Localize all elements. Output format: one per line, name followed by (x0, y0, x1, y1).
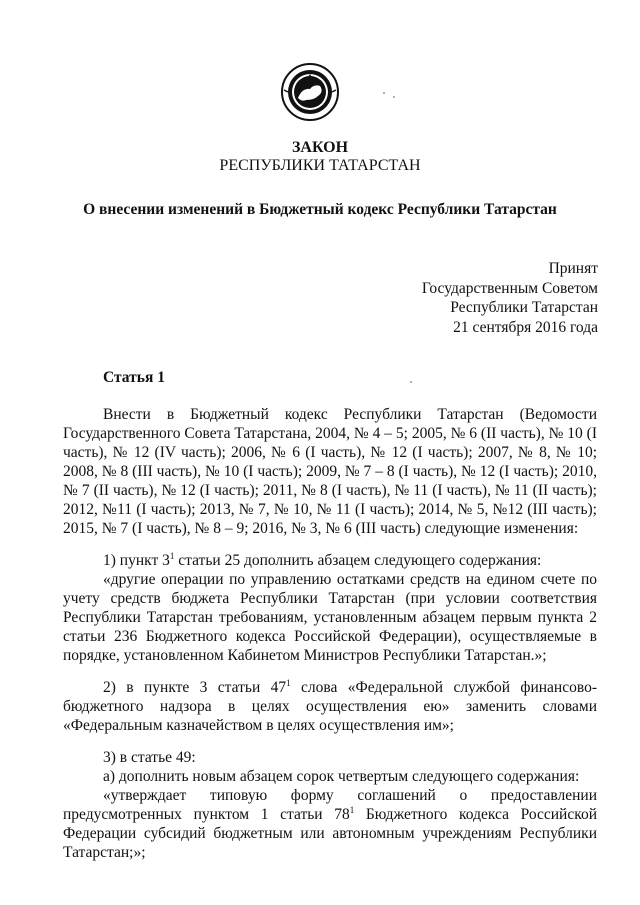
scan-speck (410, 381, 412, 383)
adopted-line: Государственным Советом (421, 279, 598, 297)
item-1-heading (63, 551, 597, 570)
item-2-sup: 1 (286, 678, 291, 688)
republic-heading: РЕСПУБЛИКИ ТАТАРСТАН (219, 157, 421, 174)
item-3-sub-a: а) дополнить новым абзацем сорок четвертым следующего содержания: (103, 768, 580, 785)
item-1-prefix: 1) пункт 3 (103, 552, 170, 569)
adopted-line: Республики Татарстан (450, 299, 598, 316)
intro-first-line: Внести в Бюджетный кодекс Республики Татарстан (Ведомости (103, 406, 597, 423)
item-3-quote-prefix: «утверждает типовую форму соглашений о предоставлении предусмотренных пунктом 1 статьи 78 (63, 787, 597, 823)
law-subject: О внесении изменений в Бюджетный кодекс Республики Татарстан (83, 201, 557, 218)
tatarstan-emblem-icon (280, 62, 340, 122)
item-3-quote (63, 786, 597, 862)
item-2-text (63, 678, 597, 735)
item-3-heading: 3) в статье 49: (103, 749, 196, 766)
intro-text: Государственного Совета Татарстана, 2004, № 4 – 5; 2005, № 6 (II часть), № 10 (I часть), № 12 (IV часть); 2006, № 6 (I часть), № 12 (I часть); 2007, № 8, № 10; 2008, № 8 (III часть), № 10 (I часть); 2009, № 7 – 8 (I часть), № 12 (I часть); 2010, № 7 (II часть), № 12 (I часть); 2011, № 8 (I часть), № 11 (I часть), № 11 (II часть); 2012, №11 (I часть); 2013, № 7, № 10, № 11 (I часть); 2014, № 5, №12 (III часть); 2015, № 7 (I часть), № 8 – 9; 2016, № 3, № 6 (III часть) следующие изменения: (63, 425, 597, 537)
adoption-block (422, 259, 598, 337)
item-3-quote-sup: 1 (349, 805, 355, 815)
adopted-line: Принят (548, 260, 598, 277)
item-1-sup: 1 (169, 551, 175, 561)
scan-speck (393, 96, 395, 98)
item-2-suffix: слова «Федеральной службой финансово-бюджетного надзора в целях осуществления ею» заменить словами «Федеральным казначейством в целях осуществления им»; (63, 679, 597, 734)
item-1-quote: «другие операции по управлению остатками средств на едином счете по учету средств бюджета Республики Татарстан (при условии соответствия Республики Татарстан требованиям, установленным абзацем первым пункта 2 статьи 236 Бюджетного кодекса Российской Федерации), осуществляемые в порядке, установленном Кабинетом Министров Республики Татарстан.»; (63, 571, 597, 664)
article-body (63, 405, 597, 862)
law-heading: ЗАКОН (291, 139, 349, 156)
article-title: Статья 1 (103, 369, 165, 386)
item-3-quote-suffix: Бюджетного кодекса Российской Федерации субсидий бюджетным или автономным учреждениям Республики Татарстан;»; (63, 806, 597, 861)
item-1-suffix: статьи 25 дополнить абзацем следующего содержания: (174, 552, 542, 569)
item-2-prefix: 2) в пункте 3 статьи 47 (103, 679, 287, 696)
adoption-date: 21 сентября 2016 года (453, 318, 598, 336)
scan-speck (383, 92, 385, 94)
